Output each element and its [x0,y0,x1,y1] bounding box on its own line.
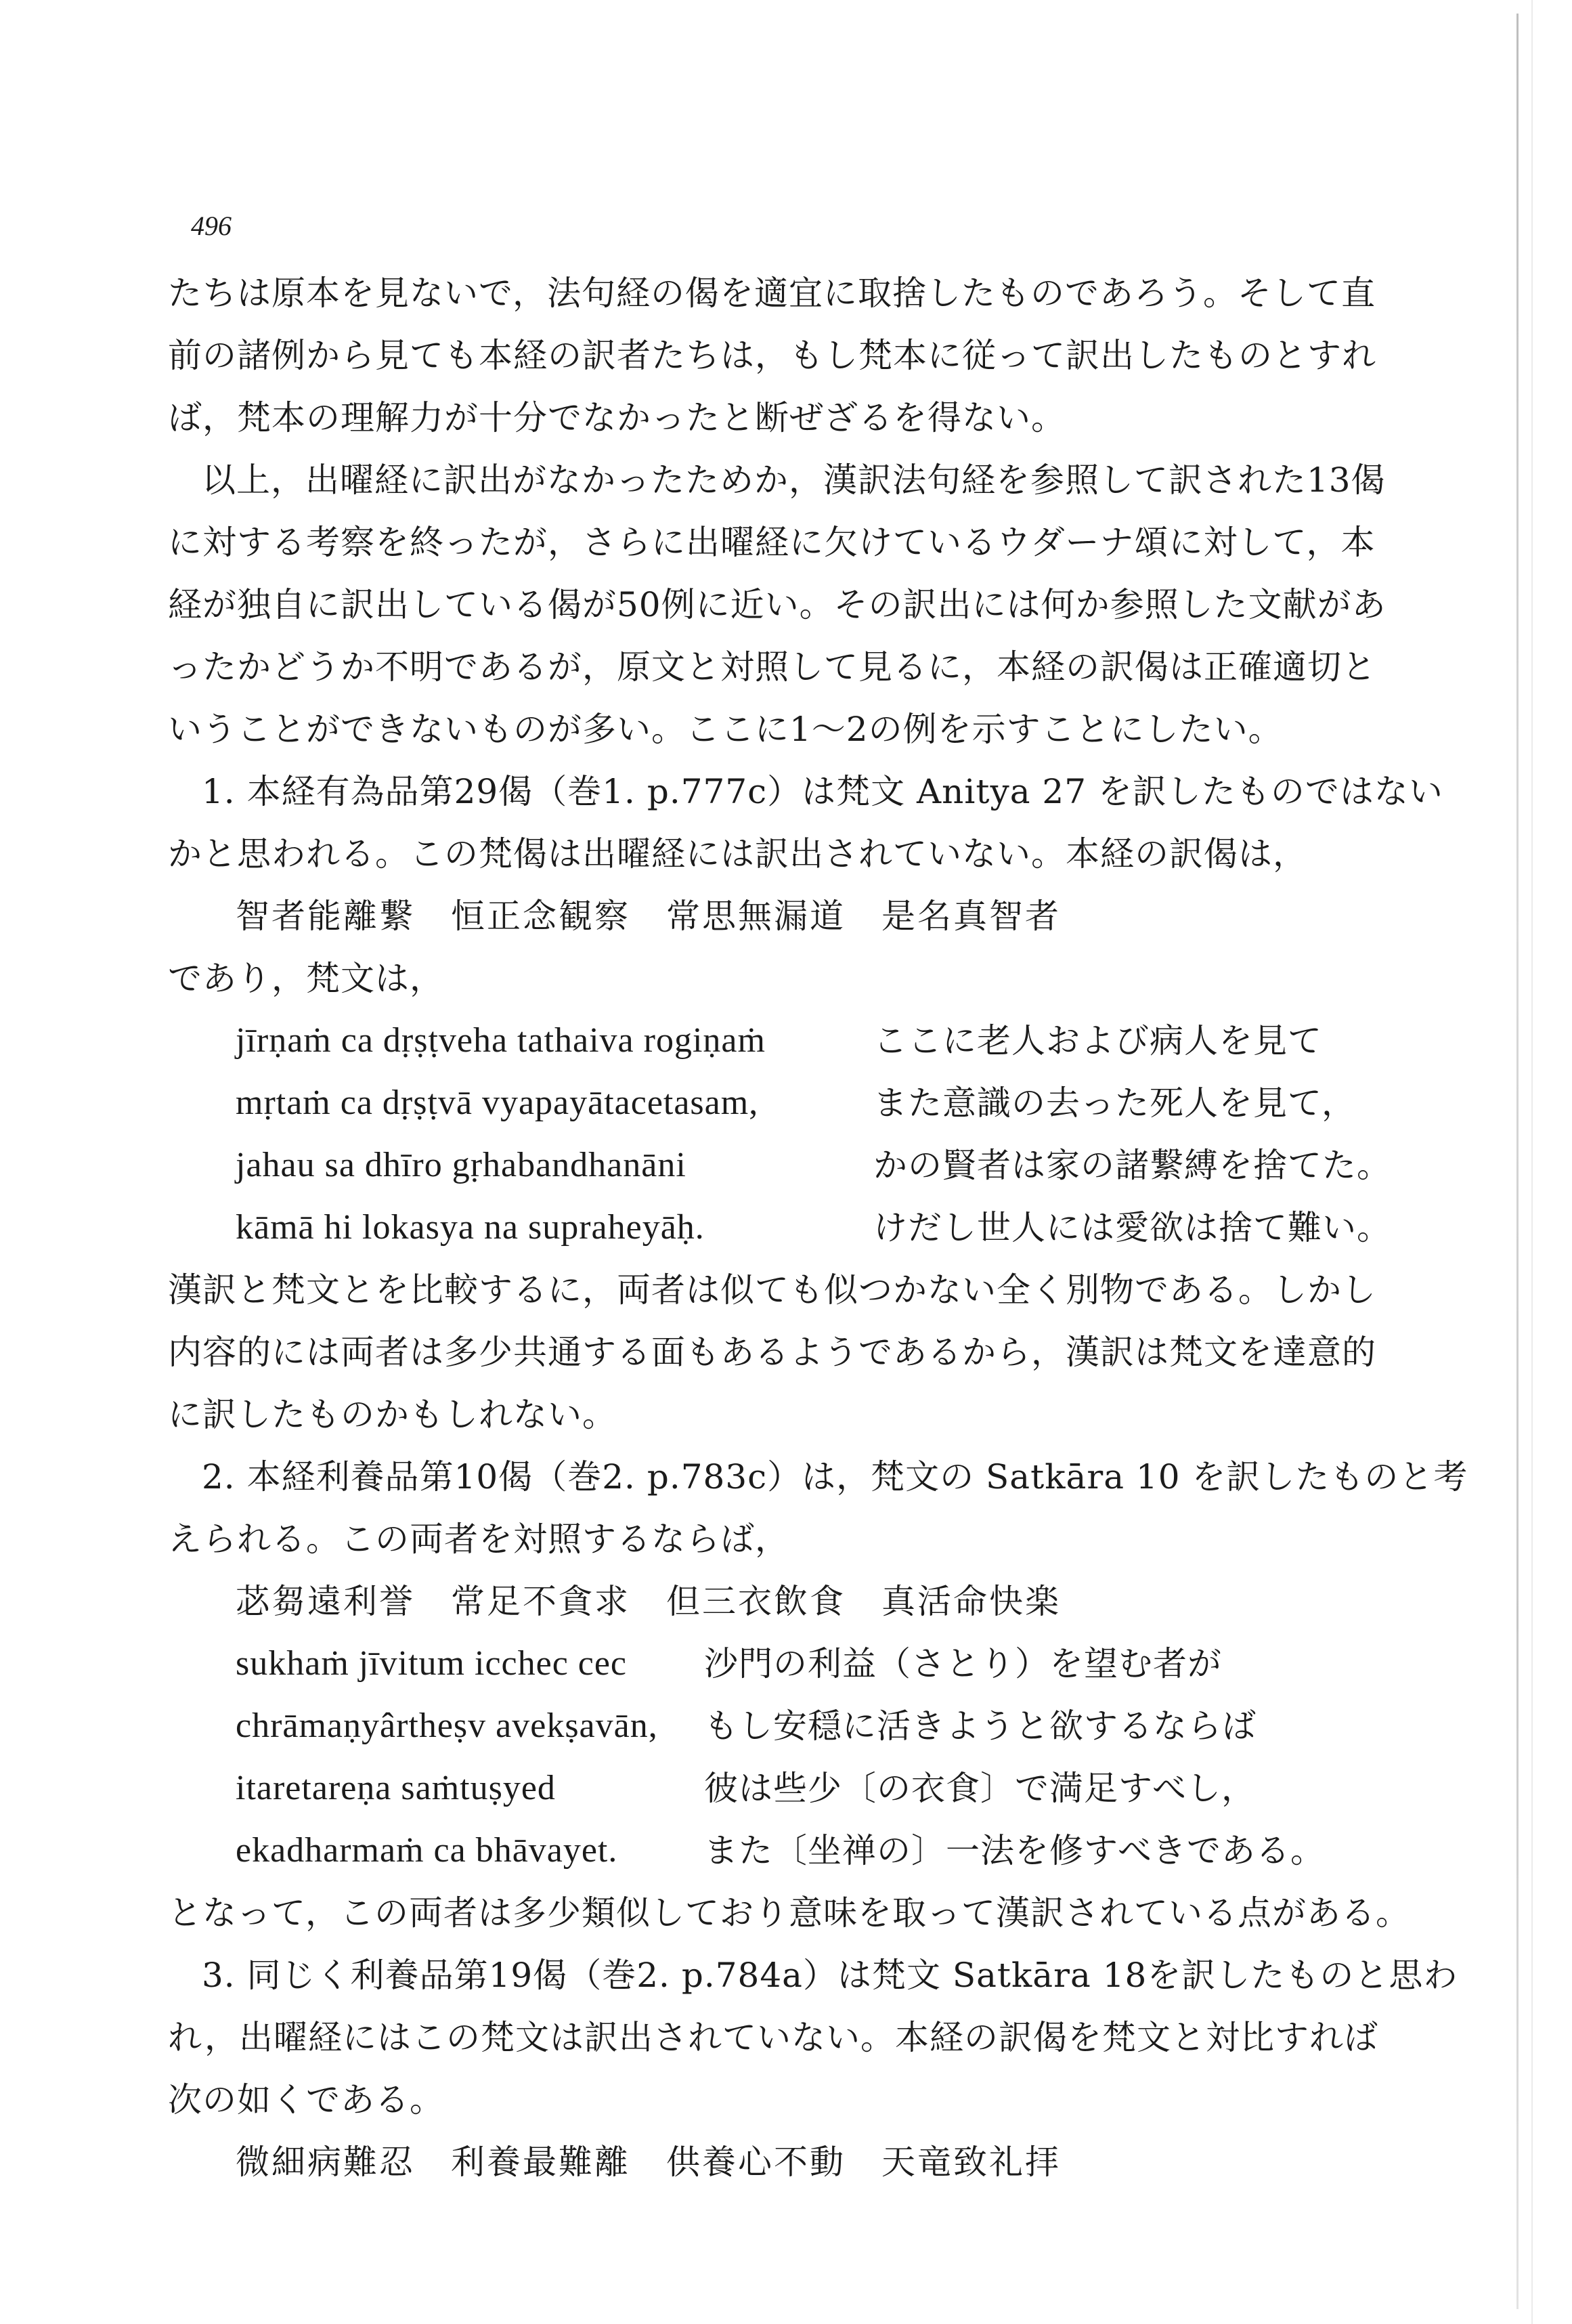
paragraph2-line: ったかどうか不明であるが，原文と対照して見るに，本経の訳偈は正確適切と [168,647,1376,687]
example1-sanskrit-line: jahau sa dhīro gṛhabandhanāni [236,1146,686,1184]
paragraph2-line: いうことができないものが多い。ここに1〜2の例を示すことにしたい。 [168,710,1283,749]
example1-comment-line: 漢訳と梵文とを比較するに，両者は似ても似つかない全く別物である。しかし [168,1270,1376,1310]
example1-japanese-line: ここに老人および病人を見て [873,1021,1322,1060]
example2-japanese-line: もし安穏に活きようと欲するならば [704,1706,1257,1746]
example1-japanese-line: かの賢者は家の諸繋縛を捨てた。 [873,1146,1391,1185]
example1-bridge: であり，梵文は， [168,959,444,998]
example3-chinese-verse: 微細病難忍 利養最難離 供養心不動 天竜致礼拝 [236,2143,1061,2182]
example3-intro-line: 次の如くである。 [168,2080,444,2119]
example1-sanskrit-line: mṛtaṁ ca dṛṣṭvā vyapayātacetasam, [236,1083,759,1122]
example2-sanskrit-line: chrāmaṇyârtheṣv avekṣavān, [236,1706,658,1745]
example2-chinese-verse: 苾芻遠利誉 常足不貪求 但三衣飲食 真活命快楽 [236,1582,1061,1621]
example1-intro-line: 1. 本経有為品第29偈（巻1. p.777c）は梵文 Anitya 27 を訳したものではない [202,772,1443,811]
page-edge-shadow-outer [1531,0,1533,2324]
page-number: 496 [191,211,232,241]
example1-japanese-line: けだし世人には愛欲は捨て難い。 [873,1208,1391,1247]
example1-comment-line: 内容的には両者は多少共通する面もあるようであるから，漢訳は梵文を達意的 [168,1333,1376,1372]
example2-comment: となって，この両者は多少類似しており意味を取って漢訳されている点がある。 [168,1893,1410,1933]
example3-intro-line: れ，出曜経にはこの梵文は訳出されていない。本経の訳偈を梵文と対比すれば [168,2018,1378,2057]
example1-intro-line: かと思われる。この梵偈は出曜経には訳出されていない。本経の訳偈は， [168,834,1307,874]
paragraph2-line: に対する考察を終ったが，さらに出曜経に欠けているウダーナ頌に対して，本 [168,523,1376,562]
example3-intro-line: 3. 同じく利養品第19偈（巻2. p.784a）は梵文 Satkāra 18を訳したものと思わ [202,1956,1458,1995]
example2-sanskrit-line: ekadharmaṁ ca bhāvayet. [236,1831,618,1870]
paragraph2-line: 経が独自に訳出している偈が50例に近い。その訳出には何か参照した文献があ [168,585,1387,624]
example1-chinese-verse: 智者能離繋 恒正念観察 常思無漏道 是名真智者 [236,897,1061,936]
paragraph2-line: 以上，出曜経に訳出がなかったためか，漢訳法句経を参照して訳された13偈 [202,460,1386,500]
example1-japanese-line: また意識の去った死人を見て， [873,1083,1356,1123]
example2-sanskrit-line: itaretareṇa saṁtuṣyed [236,1769,556,1807]
example2-sanskrit-line: sukhaṁ jīvitum icchec cec [236,1644,628,1683]
page-edge-shadow [1516,14,1519,2309]
example1-sanskrit-line: jīrṇaṁ ca dṛṣṭveha tathaiva rogiṇaṁ [236,1021,766,1060]
example2-japanese-line: 沙門の利益（さとり）を望む者が [704,1644,1222,1683]
paragraph1-line: ば，梵本の理解力が十分でなかったと断ぜざるを得ない。 [168,398,1066,437]
paragraph1-line: たちは原本を見ないで，法句経の偈を適宜に取捨したものであろう。そして直 [168,274,1376,313]
example1-sanskrit-line: kāmā hi lokasya na supraheyāḥ. [236,1208,705,1247]
example2-intro-line: えられる。この両者を対照するならば， [168,1520,789,1559]
paragraph1-line: 前の諸例から見ても本経の訳者たちは，もし梵本に従って訳出したものとすれ [168,336,1376,375]
example2-japanese-line: 彼は些少〔の衣食〕で満足すべし， [704,1769,1256,1808]
example2-intro-line: 2. 本経利養品第10偈（巻2. p.783c）は，梵文の Satkāra 10 を訳したものと考 [202,1457,1468,1497]
example2-japanese-line: また〔坐禅の〕一法を修すべきである。 [704,1831,1325,1870]
example1-comment-line: に訳したものかもしれない。 [168,1395,617,1434]
